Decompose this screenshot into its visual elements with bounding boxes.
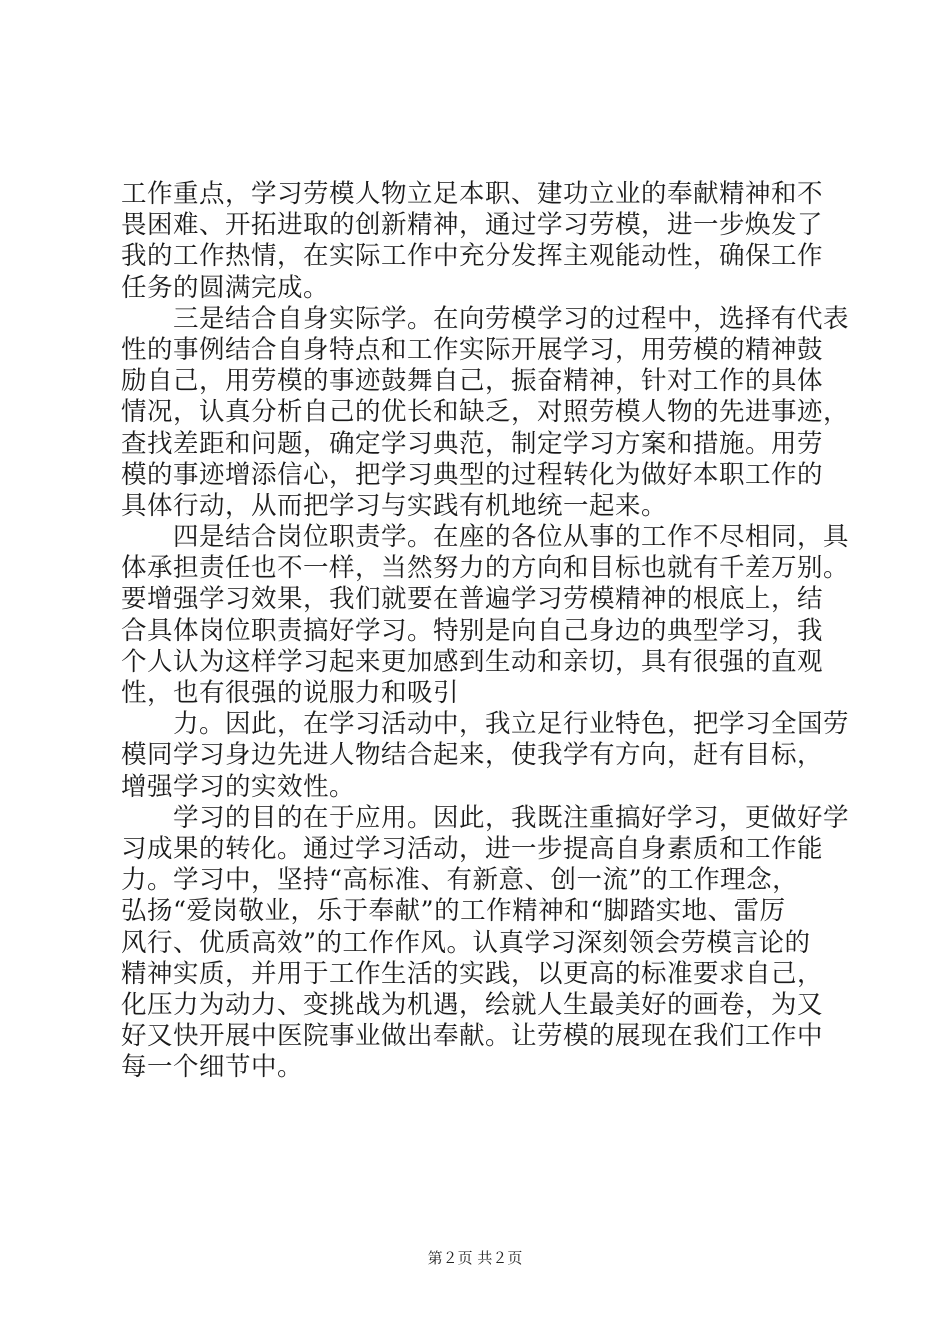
text-line: 个人认为这样学习起来更加感到生动和亲切，具有很强的直观 xyxy=(121,646,824,677)
text-line: 每一个细节中。 xyxy=(121,1052,304,1083)
text-line: 励自己，用劳模的事迹鼓舞自己，振奋精神，针对工作的具体 xyxy=(121,366,824,397)
page-number-footer: 第２页 共２页 xyxy=(427,1249,523,1267)
text-line: 畏困难、开拓进取的创新精神，通过学习劳模，进一步焕发了 xyxy=(121,210,824,241)
text-line: 模的事迹增添信心，把学习典型的过程转化为做好本职工作的 xyxy=(121,459,824,490)
text-line: 精神实质，并用于工作生活的实践，以更高的标准要求自己， xyxy=(121,958,824,989)
text-line: 任务的圆满完成。 xyxy=(121,272,330,303)
text-line: 风行、优质高效”的工作作风。认真学习深刻领会劳模言论的 xyxy=(121,927,811,958)
text-line: 体承担责任也不一样，当然努力的方向和目标也就有千差万别。 xyxy=(121,553,850,584)
text-line: 三是结合自身实际学。在向劳模学习的过程中，选择有代表 xyxy=(121,303,850,334)
body-text xyxy=(121,179,850,1083)
text-line: 好又快开展中医院事业做出奉献。让劳模的展现在我们工作中 xyxy=(121,1021,824,1052)
text-line: 要增强学习效果，我们就要在普遍学习劳模精神的根底上，结 xyxy=(121,584,824,615)
text-line: 弘扬“爱岗敬业，乐于奉献”的工作精神和“脚踏实地、雷厉 xyxy=(121,896,786,927)
text-line: 习成果的转化。通过学习活动，进一步提高自身素质和工作能 xyxy=(121,833,824,864)
text-line: 力。学习中，坚持“高标准、有新意、创一流”的工作理念， xyxy=(121,865,799,896)
text-line: 我的工作热情，在实际工作中充分发挥主观能动性，确保工作 xyxy=(121,241,824,272)
text-line: 模同学习身边先进人物结合起来，使我学有方向，赶有目标， xyxy=(121,740,824,771)
text-line: 具体行动，从而把学习与实践有机地统一起来。 xyxy=(121,490,668,521)
text-line: 化压力为动力、变挑战为机遇，绘就人生最美好的画卷，为又 xyxy=(121,989,824,1020)
text-line: 查找差距和问题，确定学习典范，制定学习方案和措施。用劳 xyxy=(121,428,824,459)
text-line: 增强学习的实效性。 xyxy=(121,771,356,802)
text-line: 情况，认真分析自己的优长和缺乏，对照劳模人物的先进事迹， xyxy=(121,397,850,428)
text-line: 性，也有很强的说服力和吸引 xyxy=(121,678,460,708)
text-line: 力。因此，在学习活动中，我立足行业特色，把学习全国劳 xyxy=(121,709,850,740)
text-line: 性的事例结合自身特点和工作实际开展学习，用劳模的精神鼓 xyxy=(121,334,824,365)
text-line: 四是结合岗位职责学。在座的各位从事的工作不尽相同，具 xyxy=(121,522,850,553)
text-line: 工作重点，学习劳模人物立足本职、建功立业的奉献精神和不 xyxy=(121,179,824,209)
text-line: 合具体岗位职责搞好学习。特别是向自己身边的典型学习，我 xyxy=(121,615,824,646)
text-line: 学习的目的在于应用。因此，我既注重搞好学习，更做好学 xyxy=(121,802,850,833)
